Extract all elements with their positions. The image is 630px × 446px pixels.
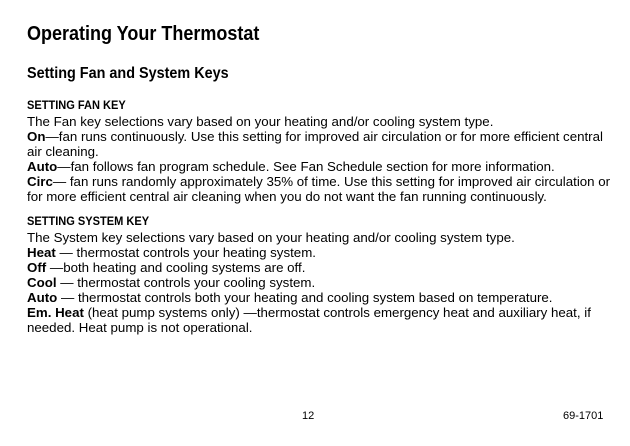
system-option-term: Cool bbox=[27, 275, 57, 290]
system-option-desc: (heat pump systems only) —thermostat controls emergency heat and auxiliary heat, if needed. Heat pump is not operational. bbox=[27, 305, 591, 335]
system-option-term: Auto bbox=[27, 290, 58, 305]
system-option-auto bbox=[27, 290, 612, 305]
document-number: 69-1701 bbox=[563, 410, 604, 422]
section-heading: Setting Fan and System Keys bbox=[27, 65, 229, 82]
system-option-desc: — thermostat controls your cooling system. bbox=[56, 275, 316, 290]
fan-option-auto bbox=[27, 159, 612, 174]
fan-option-desc: —fan follows fan program schedule. See Fan Schedule section for more information. bbox=[57, 159, 555, 174]
fan-option-term: On bbox=[27, 129, 46, 144]
fan-option-desc: —fan runs continuously. Use this setting for improved air circulation or for more efficient central air cleaning. bbox=[27, 129, 603, 159]
system-key-heading: SETTING SYSTEM KEY bbox=[27, 214, 150, 228]
fan-option-on bbox=[27, 129, 612, 159]
system-option-desc: — thermostat controls both your heating and cooling system based on temperature. bbox=[57, 290, 553, 305]
fan-option-term: Auto bbox=[27, 159, 58, 174]
system-option-desc: — thermostat controls your heating system. bbox=[55, 245, 316, 260]
system-option-term: Em. Heat bbox=[27, 305, 84, 320]
system-option-term: Heat bbox=[27, 245, 56, 260]
page-number: 12 bbox=[302, 410, 315, 422]
fan-key-intro: The Fan key selections vary based on your heating and/or cooling system type. bbox=[27, 114, 494, 129]
system-key-section bbox=[27, 213, 612, 335]
fan-key-section bbox=[27, 97, 612, 204]
system-option-cool bbox=[27, 275, 612, 290]
fan-key-heading: SETTING FAN KEY bbox=[27, 98, 126, 112]
system-option-off bbox=[27, 260, 612, 275]
system-key-intro: The System key selections vary based on your heating and/or cooling system type. bbox=[27, 230, 515, 245]
fan-option-circ bbox=[27, 174, 612, 204]
system-option-desc: —both heating and cooling systems are off. bbox=[46, 260, 306, 275]
fan-option-desc: — fan runs randomly approximately 35% of time. Use this setting for improved air circulation or for more efficient central air cleaning when you do not want the fan running continuously. bbox=[27, 174, 611, 204]
system-option-heat bbox=[27, 245, 612, 260]
fan-option-term: Circ bbox=[27, 174, 53, 189]
page-title: Operating Your Thermostat bbox=[27, 23, 260, 45]
system-option-em-heat bbox=[27, 305, 612, 335]
system-option-term: Off bbox=[27, 260, 47, 275]
